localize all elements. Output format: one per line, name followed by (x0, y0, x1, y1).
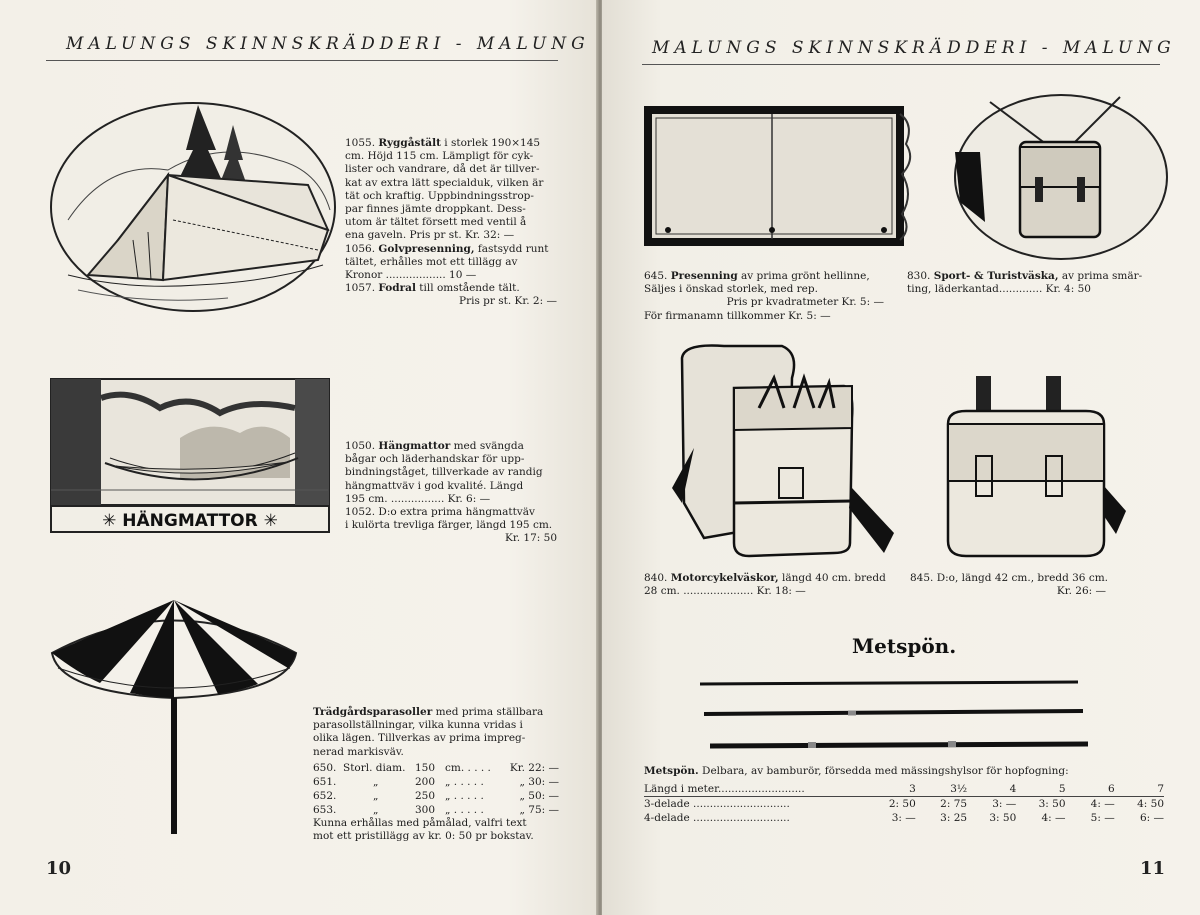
tent-illustration (48, 100, 338, 315)
motorcykel-840-description: 840. Motorcykelväskor, längd 40 cm. bredd 28 cm. ..................... Kr. 18: — (644, 572, 886, 598)
table-row: 651. „ 200 „ . . . . . „ 30: — (313, 776, 559, 788)
table-row: 653. „ 300 „ . . . . . „ 75: — (313, 804, 559, 816)
parasol-price-table (313, 761, 559, 817)
presenning-description: 645. Presenning av prima grönt hellinne, Säljes i önskad storlek, med rep. Pris pr kvadratmeter Kr. 5: — För firmanamn tillkommer Kr. 5: — (644, 270, 884, 322)
metspon-price-table (644, 782, 1164, 825)
table-row: 3-delade ............................. 2: 50 2: 75 3: — 3: 50 4: — 4: 50 (644, 798, 1164, 810)
table-header-row: Längd i meter.......................... 3 3½ 4 5 6 7 (644, 783, 1164, 795)
header-rule (46, 60, 558, 61)
left-page (0, 0, 598, 915)
hammock-banner: ✳ HÄNGMATTOR ✳ (102, 511, 278, 531)
header-rule (642, 64, 1160, 65)
motorcykel-845-description: 845. D:o, längd 42 cm., bredd 36 cm. Kr. 26: — (910, 572, 1108, 598)
metspon-intro: Metspön. Delbara, av bamburör, försedda med mässingshylsor för hopfogning: (644, 765, 1069, 777)
hammock-description: 1050. Hängmattor med svängda bågar och läderhandskar för upp- bindningståget, tillverkade av randig hängmattväv i god kvalité. Längd 195 cm. ................ Kr. 6: — 1052. D:o extra prima hängmattväv i kulörta trevliga färger, längd 195 cm. Kr. 17: 50 (345, 440, 557, 545)
table-row: 650. Storl. diam. 150 cm. . . . . Kr. 22: — (313, 762, 559, 774)
table-row: 4-delade ............................. 3: — 3: 25 3: 50 4: — 5: — 6: — (644, 812, 1164, 824)
parasol-description: Trädgårdsparasoller med prima ställbara parasollställningar, vilka kunna vridas i olika lägen. Tillverkas av prima impreg- nerad markisväv. (313, 706, 544, 758)
sportvaska-description: 830. Sport- & Turistväska, av prima smär- ting, läderkantad............. Kr. 4: 50 (907, 270, 1143, 296)
tent-description: 1055. Ryggåstält i storlek 190×145 cm. Höjd 115 cm. Lämpligt för cyk- lister och vandrare, då det är tillver- kat av extra lätt specialduk, vilken är tät och kraftig. Uppbindningsstrop- par finnes jämte droppkant. Dess- utom är tältet försett med ventil å ena gaveln. Pris pr st. Kr. 32: — 1056. Golvpresenning, fastsydd runt tältet, erhålles mot ett tillägg av Kronor .................. 10 — 1057. Fodral till omstående tält. Pris pr st. Kr. 2: — (345, 137, 557, 308)
page-header: MALUNGS SKINNSKRÄDDERI - MALUNG (652, 38, 1176, 58)
fishing-rods-illustration (698, 676, 1108, 756)
page-header: MALUNGS SKINNSKRÄDDERI - MALUNG (66, 34, 590, 54)
tarpaulin-illustration (644, 104, 916, 254)
hammock-illustration (50, 378, 330, 534)
sport-bag-illustration (950, 92, 1172, 262)
table-row: 652. „ 250 „ . . . . . „ 50: — (313, 790, 559, 802)
parasol-illustration (48, 598, 300, 838)
page-number: 11 (1140, 858, 1166, 879)
page-number: 10 (46, 858, 72, 879)
parasol-footer: Kunna erhållas med påmålad, valfri text mot ett pristillägg av kr. 0: 50 pr bokstav. (313, 817, 534, 843)
motorcycle-bags-840-illustration (664, 338, 896, 568)
motorcycle-bags-845-illustration (936, 366, 1126, 566)
metspon-title: Metspön. (852, 634, 957, 658)
right-page (602, 0, 1200, 915)
